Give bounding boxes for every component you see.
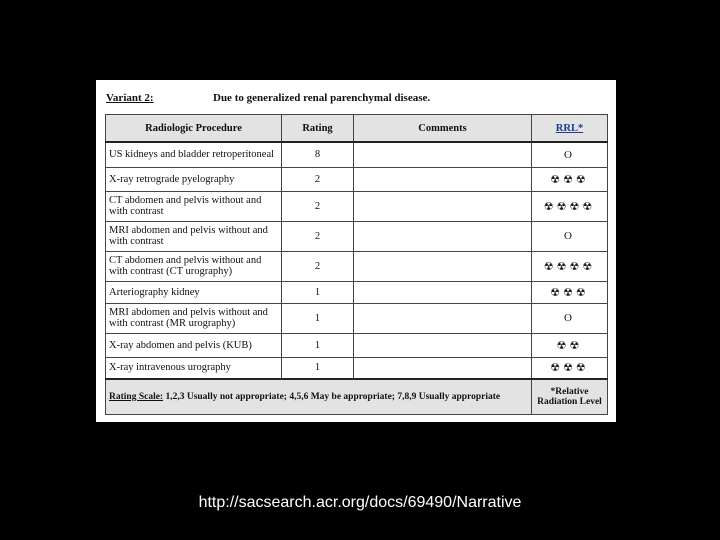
table-row (106, 251, 608, 281)
rrl-cell: O (532, 142, 608, 167)
table-header-row (106, 115, 608, 143)
rrl-footnote-line2: Radiation Level (537, 397, 602, 407)
comments-cell (354, 142, 532, 167)
radiation-icons: ☢☢☢ (532, 167, 608, 191)
rating-cell: 1 (282, 333, 354, 357)
comments-cell (354, 333, 532, 357)
procedure-cell: US kidneys and bladder retroperitoneal (106, 142, 282, 167)
radiation-icons: ☢☢☢ (532, 281, 608, 303)
table-row (106, 303, 608, 333)
rating-cell: 2 (282, 221, 354, 251)
header-comments: Comments (354, 115, 532, 143)
appropriateness-table (105, 114, 608, 415)
variant-label: Variant 2: (106, 92, 154, 104)
rating-scale-note (106, 379, 532, 415)
rating-scale-label: Rating Scale: (109, 392, 164, 402)
table-row (106, 281, 608, 303)
comments-cell (354, 251, 532, 281)
procedure-cell: MRI abdomen and pelvis without and with contrast (MR urography) (106, 303, 282, 333)
comments-cell (354, 281, 532, 303)
table-row (106, 167, 608, 191)
source-url-caption: http://sacsearch.acr.org/docs/69490/Narrative (198, 494, 522, 511)
procedure-cell: X-ray abdomen and pelvis (KUB) (106, 333, 282, 357)
table-row (106, 142, 608, 167)
procedure-cell: Arteriography kidney (106, 281, 282, 303)
header-procedure: Radiologic Procedure (106, 115, 282, 143)
header-rrl-link[interactable]: RRL* (532, 115, 608, 143)
rating-cell: 1 (282, 303, 354, 333)
radiation-icons: ☢☢☢☢ (532, 251, 608, 281)
rating-cell: 2 (282, 191, 354, 221)
comments-cell (354, 221, 532, 251)
rrl-cell: O (532, 303, 608, 333)
table-footer-row (106, 379, 608, 415)
radiation-icons: ☢☢☢ (532, 357, 608, 379)
rating-cell: 1 (282, 281, 354, 303)
table-row (106, 333, 608, 357)
variant-description: Due to generalized renal parenchymal disease. (213, 92, 431, 104)
radiation-icons: ☢☢☢☢ (532, 191, 608, 221)
table-slide-card (96, 80, 616, 422)
table-row (106, 221, 608, 251)
comments-cell (354, 303, 532, 333)
procedure-cell: X-ray intravenous urography (106, 357, 282, 379)
comments-cell (354, 357, 532, 379)
rating-cell: 1 (282, 357, 354, 379)
radiation-icons: ☢☢ (532, 333, 608, 357)
header-rating: Rating (282, 115, 354, 143)
comments-cell (354, 167, 532, 191)
rrl-cell: O (532, 221, 608, 251)
comments-cell (354, 191, 532, 221)
table-row (106, 357, 608, 379)
procedure-cell: X-ray retrograde pyelography (106, 167, 282, 191)
rating-scale-text: 1,2,3 Usually not appropriate; 4,5,6 May be appropriate; 7,8,9 Usually appropriate (165, 392, 501, 402)
rating-cell: 2 (282, 251, 354, 281)
procedure-cell: CT abdomen and pelvis without and with contrast (CT urography) (106, 251, 282, 281)
table-row (106, 191, 608, 221)
rrl-footnote-line1: *Relative (550, 387, 589, 397)
rating-cell: 2 (282, 167, 354, 191)
procedure-cell: MRI abdomen and pelvis without and with contrast (106, 221, 282, 251)
procedure-cell: CT abdomen and pelvis without and with contrast (106, 191, 282, 221)
variant-heading (106, 92, 431, 104)
rating-cell: 8 (282, 142, 354, 167)
rrl-footnote (532, 379, 608, 415)
